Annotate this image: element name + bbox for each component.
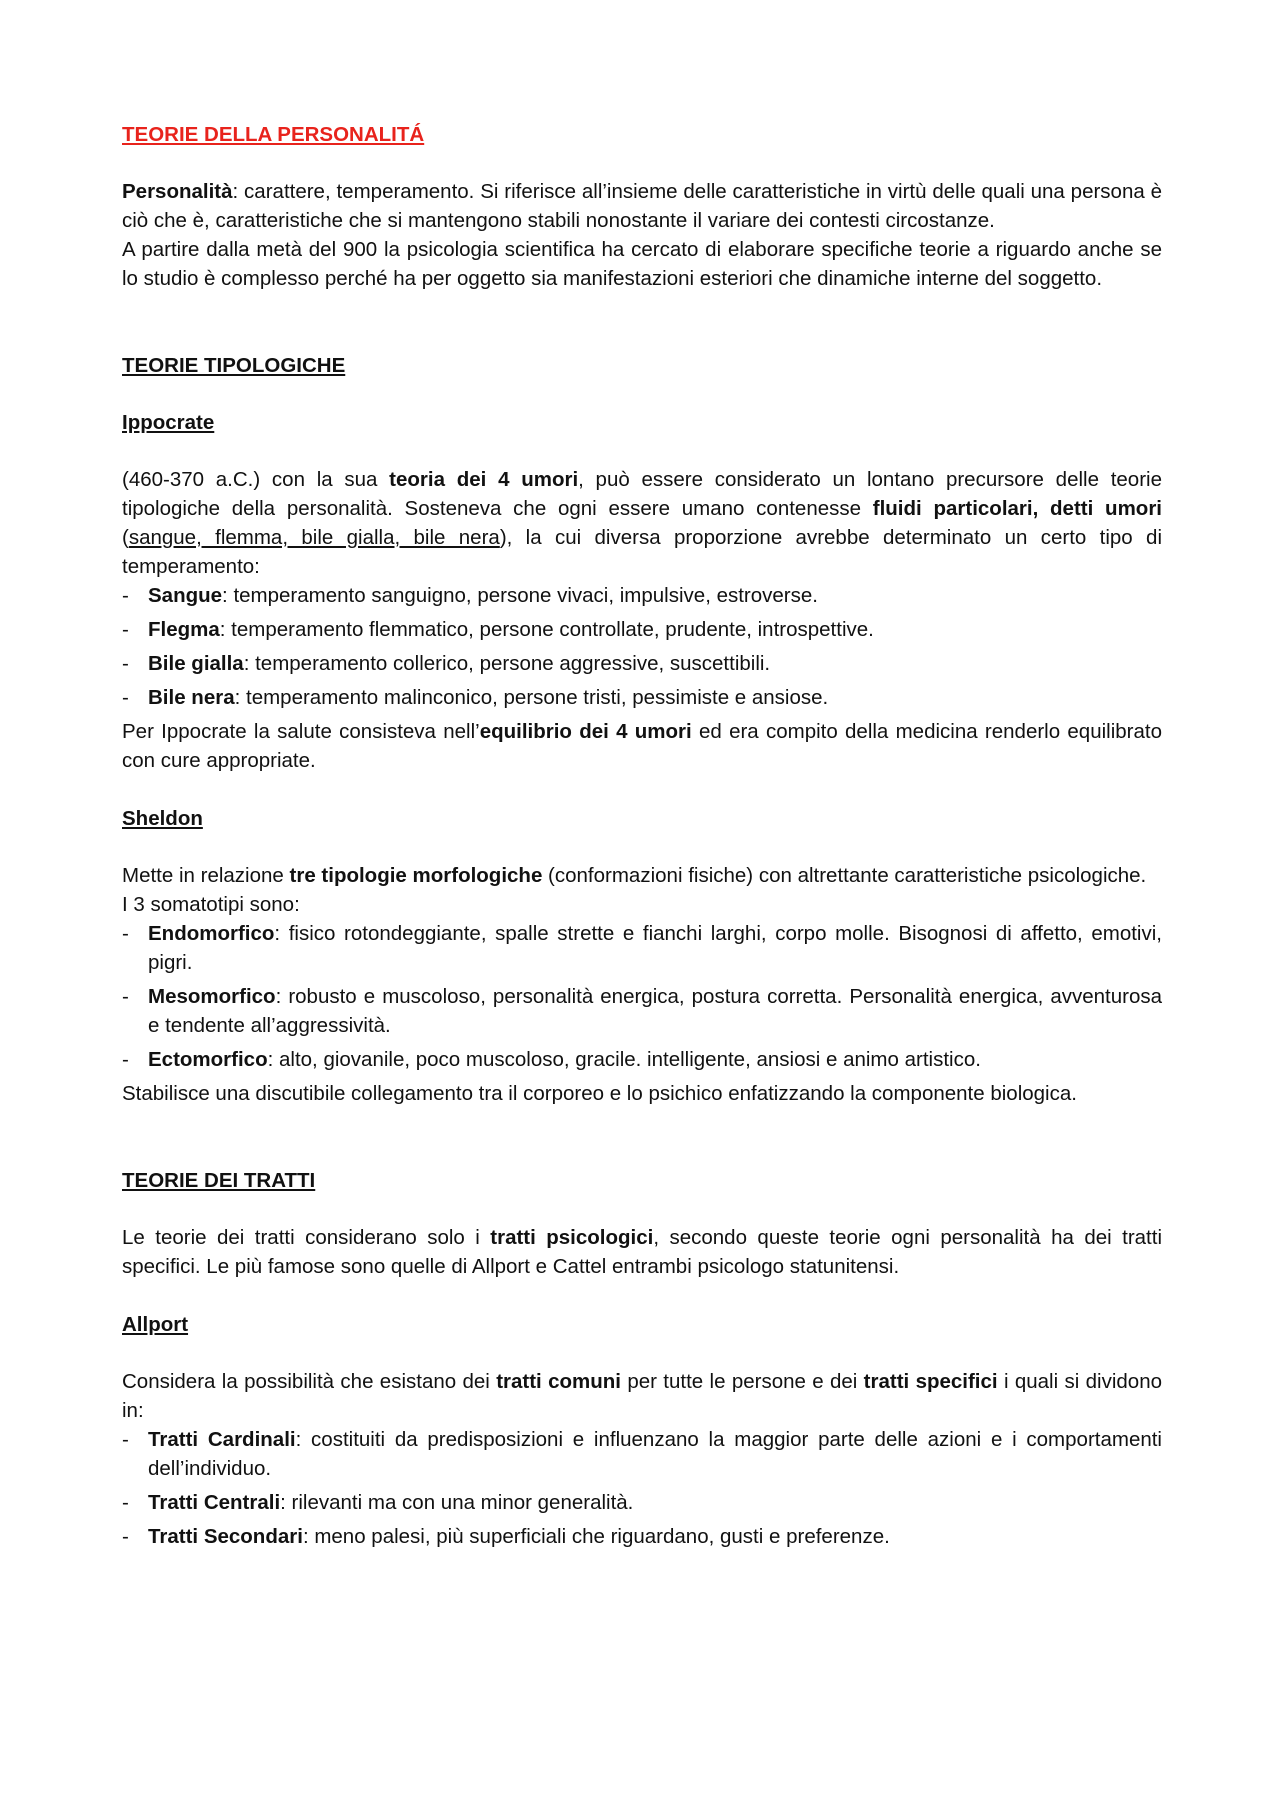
list-item: - Flegma: temperamento flemmatico, persone controllate, prudente, introspettive. <box>122 615 1162 644</box>
allport-paragraph: Considera la possibilità che esistano dei tratti comuni per tutte le persone e dei tratti specifici i quali si dividono in: <box>122 1370 1162 1422</box>
document-body <box>122 120 1162 1556</box>
document-title: TEORIE DELLA PERSONALITÁ <box>122 123 425 146</box>
list-item: - Tratti Cardinali: costituiti da predisposizioni e influenzano la maggior parte delle azioni e i comportamenti dell’individuo. <box>122 1425 1162 1483</box>
intro-paragraph: Personalità: carattere, temperamento. Si riferisce all’insieme delle caratteristiche in virtù delle quali una persona è ciò che è, caratteristiche che si mantengono stabili nonostante il variare dei contesti circostanze. <box>122 180 1162 232</box>
list-item: - Sangue: temperamento sanguigno, persone vivaci, impulsive, estroverse. <box>122 581 1162 610</box>
tratti-paragraph: Le teorie dei tratti considerano solo i tratti psicologici, secondo queste teorie ogni personalità ha dei tratti specifici. Le più famose sono quelle di Allport e Cattel entrambi psicologo statunitensi. <box>122 1226 1162 1278</box>
list-item: - Bile gialla: temperamento collerico, persone aggressive, suscettibili. <box>122 649 1162 678</box>
section-heading-tratti: TEORIE DEI TRATTI <box>122 1169 316 1192</box>
sheldon-paragraph-3: Stabilisce una discutibile collegamento tra il corporeo e lo psichico enfatizzando la componente biologica. <box>122 1082 1077 1105</box>
list-item: - Ectomorfico: alto, giovanile, poco muscoloso, gracile. intelligente, ansiosi e animo artistico. <box>122 1045 1162 1074</box>
umori-list <box>122 581 1162 712</box>
intro-paragraph-2: A partire dalla metà del 900 la psicologia scientifica ha cercato di elaborare specifiche teorie a riguardo anche se lo studio è complesso perché ha per oggetto sia manifestazioni esteriori che dinamiche interne del soggetto. <box>122 238 1162 290</box>
list-item: - Tratti Secondari: meno palesi, più superficiali che riguardano, gusti e preferenze. <box>122 1522 1162 1551</box>
tratti-list <box>122 1425 1162 1551</box>
list-item: - Tratti Centrali: rilevanti ma con una minor generalità. <box>122 1488 1162 1517</box>
list-item: - Mesomorfico: robusto e muscoloso, personalità energica, postura corretta. Personalità energica, avventurosa e tendente all’aggressività. <box>122 982 1162 1040</box>
section-heading-tipologiche: TEORIE TIPOLOGICHE <box>122 354 346 377</box>
sheldon-paragraph-2: I 3 somatotipi sono: <box>122 893 300 916</box>
list-item: - Endomorfico: fisico rotondeggiante, spalle strette e fianchi larghi, corpo molle. Bisognosi di affetto, emotivi, pigri. <box>122 919 1162 977</box>
subheading-ippocrate: Ippocrate <box>122 411 215 434</box>
list-item: - Bile nera: temperamento malinconico, persone tristi, pessimiste e ansiose. <box>122 683 1162 712</box>
sheldon-paragraph: Mette in relazione tre tipologie morfologiche (conformazioni fisiche) con altrettante caratteristiche psicologiche. <box>122 864 1147 887</box>
ippocrate-paragraph-2: Per Ippocrate la salute consisteva nell’equilibrio dei 4 umori ed era compito della medicina renderlo equilibrato con cure appropriate. <box>122 720 1162 772</box>
subheading-sheldon: Sheldon <box>122 807 203 830</box>
somatotipi-list <box>122 919 1162 1074</box>
subheading-allport: Allport <box>122 1313 189 1336</box>
ippocrate-paragraph: (460-370 a.C.) con la sua teoria dei 4 umori, può essere considerato un lontano precursore delle teorie tipologiche della personalità. Sosteneva che ogni essere umano contenesse fluidi particolari, detti umori (sangue, flemma, bile gialla, bile nera), la cui diversa proporzione avrebbe determinato un certo tipo di temperamento: <box>122 468 1162 578</box>
intro-term: Personalità <box>122 180 233 203</box>
